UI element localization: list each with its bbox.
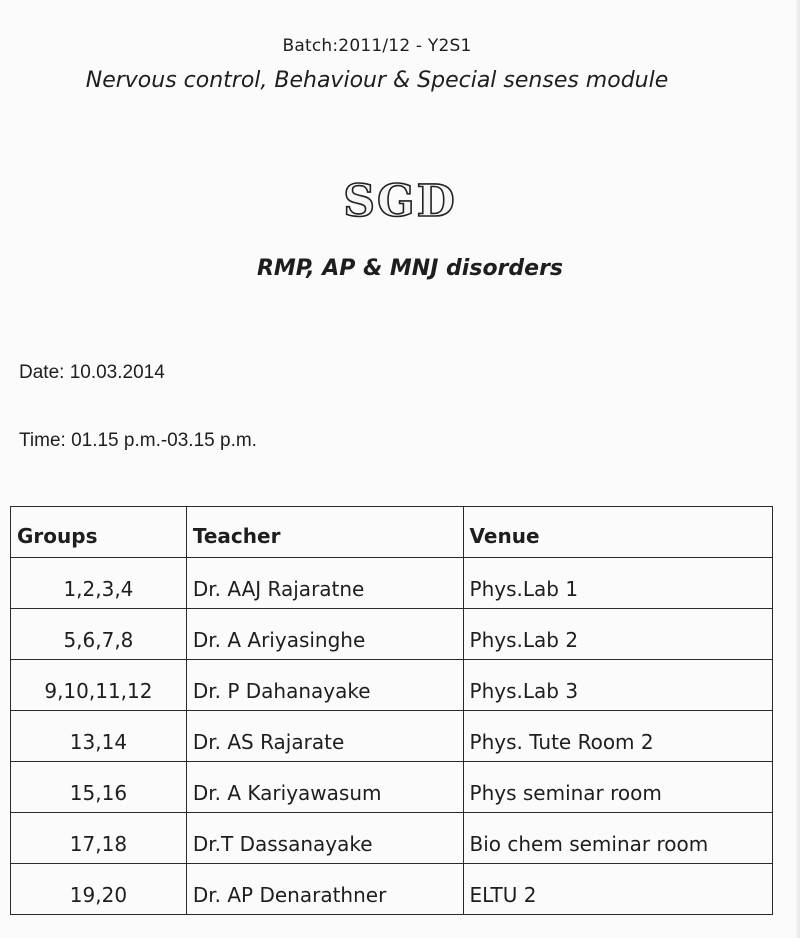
session-time: Time: 01.15 p.m.-03.15 p.m. <box>19 430 257 451</box>
row-teacher: Dr.T Dassanayake <box>186 813 463 864</box>
row-groups: 9,10,11,12 <box>11 660 187 711</box>
table-row <box>11 813 773 864</box>
header-venue: Venue <box>463 507 772 558</box>
row-teacher: Dr. A Ariyasinghe <box>186 609 463 660</box>
row-venue: Bio chem seminar room <box>463 813 772 864</box>
page-edge <box>796 0 800 938</box>
row-venue: Phys.Lab 3 <box>463 660 772 711</box>
schedule-table <box>10 506 773 915</box>
header-teacher: Teacher <box>186 507 463 558</box>
table-row <box>11 609 773 660</box>
row-venue: Phys seminar room <box>463 762 772 813</box>
row-groups: 13,14 <box>11 711 187 762</box>
batch-line: Batch:2011/12 - Y2S1 <box>282 36 472 56</box>
header-groups: Groups <box>11 507 187 558</box>
row-teacher: Dr. AAJ Rajaratne <box>186 558 463 609</box>
module-title: Nervous control, Behaviour & Special senses module <box>85 68 669 93</box>
row-teacher: Dr. P Dahanayake <box>186 660 463 711</box>
row-teacher: Dr. AP Denarathner <box>186 864 463 915</box>
row-teacher: Dr. A Kariyawasum <box>186 762 463 813</box>
table-row <box>11 660 773 711</box>
table-row <box>11 762 773 813</box>
session-subtitle: RMP, AP & MNJ disorders <box>256 256 564 281</box>
row-groups: 15,16 <box>11 762 187 813</box>
row-groups: 17,18 <box>11 813 187 864</box>
row-venue: ELTU 2 <box>463 864 772 915</box>
row-venue: Phys.Lab 2 <box>463 609 772 660</box>
page-title: SGD <box>343 176 457 227</box>
row-venue: Phys.Lab 1 <box>463 558 772 609</box>
row-groups: 1,2,3,4 <box>11 558 187 609</box>
table-header-row <box>11 507 773 558</box>
table-row <box>11 711 773 762</box>
row-groups: 5,6,7,8 <box>11 609 187 660</box>
row-venue: Phys. Tute Room 2 <box>463 711 772 762</box>
table-row <box>11 864 773 915</box>
row-groups: 19,20 <box>11 864 187 915</box>
row-teacher: Dr. AS Rajarate <box>186 711 463 762</box>
table-row <box>11 558 773 609</box>
session-date: Date: 10.03.2014 <box>19 362 165 383</box>
